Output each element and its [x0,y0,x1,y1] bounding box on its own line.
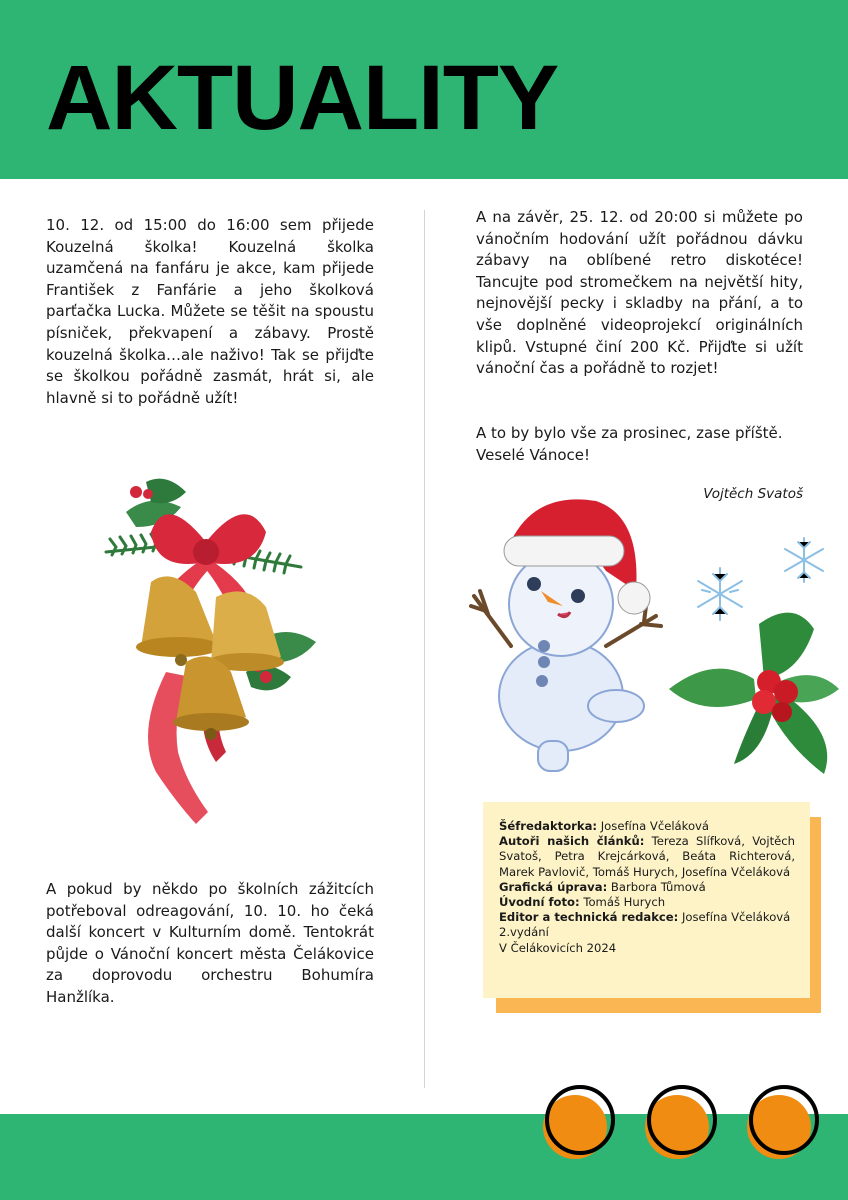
credits-place: V Čelákovicích 2024 [499,940,617,955]
credits-authors: Autoři našich článků: Tereza Slífková, Vojtěch Svatoš, Petra Krejcárková, Beáta Richterová, Marek Pavlovič, Tomáš Hurych, Josefína Včeláková [499,834,795,879]
credits-editor: Šéfredaktorka: Josefína Včeláková [499,819,710,833]
credits-edition: 2.vydání [499,925,549,940]
holly-icon [664,604,848,784]
credits-photo: Úvodní foto: Tomáš Hurych [499,895,666,910]
credits-graphics: Grafická úprava: Barbora Tůmová [499,879,706,894]
christmas-bells-icon [96,472,324,824]
snowman-icon [466,496,666,776]
right-paragraph-2: A to by bylo vše za prosinec, zase příště. Veselé Vánoce! [476,424,783,464]
left-paragraph-1: 10. 12. od 15:00 do 16:00 sem přijede Kouzelná školka! Kouzelná školka uzamčená na fanfáru je akce, kam přijede František z Fanfárie a jeho školková parťačka Lucka. Můžete se těšit na spoustu písniček, překvapení a zábavy. Prostě kouzelná školka…ale naživo! Tak se přijďte se školkou pořádně zasmát, hrát si, ale hlavně si to pořádně užít! [46,216,374,407]
credits-box [483,802,810,998]
column-divider [424,210,425,1088]
header-band [0,0,848,179]
left-paragraph-2: A pokud by někdo po školních zážitcích potřeboval odreagování, 10. 10. ho čeká další koncert v Kulturním domě. Tentokrát půjde o Vánoční koncert města Čelákovice za doprovodu orchestru Bohumíra Hanžlíka. [46,880,374,1006]
decorative-circles [536,1080,836,1166]
credits-tech: Editor a technická redakce: Josefína Včeláková [499,910,791,925]
page-title: AKTUALITY [46,47,559,149]
right-paragraph-1: A na závěr, 25. 12. od 20:00 si můžete po vánočním hodování užít pořádnou dávku zábavy na oblíbené retro diskotéce! Tancujte pod stromečkem na největší hity, nejnovější pecky i skladby na přání, a to vše doplněné videoprojekcí originálních klipů. Vstupné činí 200 Kč. Přijďte si užít vánoční čas a pořádně to rozjet! [476,208,803,378]
article-author: Vojtěch Svatoš [703,486,803,502]
